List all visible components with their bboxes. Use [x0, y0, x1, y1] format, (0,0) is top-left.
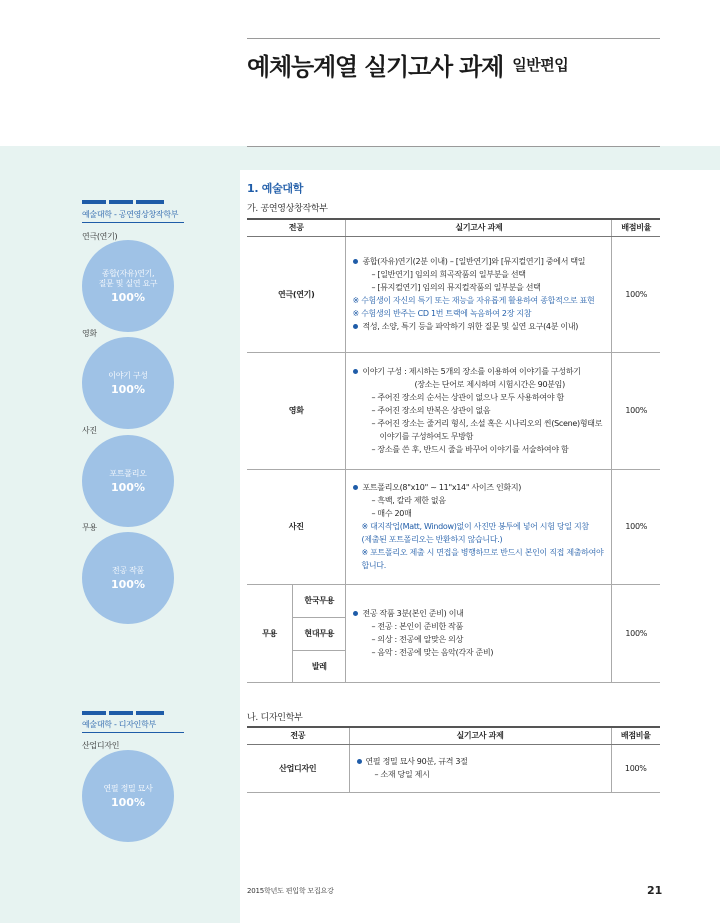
sidebar-label-dance: 무용 — [82, 523, 97, 532]
page-number: 21 — [647, 884, 663, 897]
sidebar-label-film: 영화 — [82, 329, 97, 338]
circle-percent: 100% — [111, 480, 145, 494]
task-detail-line: – 의상 : 전공에 알맞은 의상 — [371, 635, 464, 644]
sidebar-bars — [82, 711, 164, 715]
header-major: 전공 — [247, 727, 349, 744]
task-detail-line: – 주어진 장소는 줄거리 형식, 소설 혹은 시나리오의 씬(Scene)형태로 — [371, 419, 603, 429]
table-row — [247, 236, 660, 352]
task-detail-line: – 주어진 장소의 순서는 상관이 없으나 모두 사용하여야 함 — [371, 392, 564, 402]
table-row — [247, 744, 660, 792]
ratio-cell: 100% — [612, 352, 660, 469]
task-lines — [352, 255, 603, 334]
sidebar-heading-rule — [82, 222, 184, 223]
subsection-title-b: 나. 디자인학부 — [247, 713, 303, 723]
circle-photo — [82, 435, 174, 527]
task-detail-line: – 매수 20매 — [371, 508, 412, 518]
task-bullet-line: 포트폴리오(8"x10" ~ 11"x14" 사이즈 인화지) — [352, 481, 603, 494]
ratio-cell: 100% — [612, 584, 660, 682]
circle-text: 전공 작품 — [112, 565, 144, 575]
exam-table-design — [247, 726, 660, 793]
ratio-cell: 100% — [612, 469, 660, 584]
sub-major-cell: 현대무용 — [293, 617, 346, 650]
major-cell: 영화 — [247, 352, 346, 469]
table-row — [247, 584, 660, 617]
header-ratio: 배점비율 — [612, 219, 660, 236]
circle-percent: 100% — [111, 290, 145, 304]
page-title: 예체능계열 실기고사 과제 — [247, 53, 504, 81]
circle-theater — [82, 240, 174, 332]
footer-text: 2015학년도 편입학 모집요강 — [247, 887, 334, 895]
task-detail-line: (장소는 단어로 제시하며 시험시간은 90분임) — [414, 379, 565, 389]
task-detail-line: – 음악 : 전공에 맞는 음악(각자 준비) — [371, 648, 494, 658]
task-detail-line: – [뮤지컬연기] 임의의 뮤지컬작품의 일부분을 선택 — [371, 282, 541, 292]
task-cell — [346, 584, 612, 682]
subsection-title-a: 가. 공연영상창작학부 — [247, 204, 328, 214]
circle-percent: 100% — [111, 577, 145, 591]
major-cell: 산업디자인 — [247, 744, 349, 792]
sidebar-label-theater: 연극(연기) — [82, 232, 118, 241]
header-task: 실기고사 과제 — [346, 219, 612, 236]
sidebar-bars — [82, 200, 164, 204]
task-detail-line: – 소재 당일 제시 — [374, 770, 430, 779]
task-lines — [352, 481, 603, 573]
task-note-line: ※ 대지작업(Matt, Window)없이 사진만 봉투에 넣어 시험 당일 지참 — [361, 521, 589, 531]
circle-percent: 100% — [111, 382, 145, 396]
header-major: 전공 — [247, 219, 346, 236]
task-bullet-line: 연필 정밀 묘사 90분, 규격 3절 — [356, 755, 603, 768]
task-cell — [346, 352, 612, 469]
task-detail-line: – 흑백, 칼라 제한 없음 — [371, 495, 446, 505]
circle-text: 이야기 구성 — [108, 370, 148, 380]
header-task: 실기고사 과제 — [349, 727, 611, 744]
table-header-row — [247, 219, 660, 236]
sidebar-heading: 예술대학 - 디자인학부 — [82, 720, 156, 729]
header-ratio: 배점비율 — [611, 727, 660, 744]
page-header — [247, 47, 568, 82]
task-lines — [356, 755, 603, 781]
circle-industrial-design — [82, 750, 174, 842]
circle-dance — [82, 532, 174, 624]
sub-major-cell: 발레 — [293, 650, 346, 682]
task-cell — [349, 744, 611, 792]
task-detail-line: – 장소를 쓴 후, 반드시 줄을 바꾸어 이야기를 서술하여야 함 — [371, 445, 569, 455]
circle-text: 질문 및 실연 요구 — [98, 278, 158, 288]
task-lines — [352, 607, 603, 659]
circle-text: 포트폴리오 — [109, 468, 147, 478]
circle-percent: 100% — [111, 795, 145, 809]
sidebar-heading: 예술대학 - 공연영상창작학부 — [82, 210, 179, 219]
sidebar-label-photo: 사진 — [82, 426, 97, 435]
task-lines — [352, 365, 603, 457]
circle-film — [82, 337, 174, 429]
task-bullet-line: 적성, 소양, 특기 등을 파악하기 위한 질문 및 실연 요구(4분 이내) — [352, 320, 603, 333]
table-row — [247, 352, 660, 469]
task-cell — [346, 469, 612, 584]
major-cell: 사진 — [247, 469, 346, 584]
page-subtitle: 일반편입 — [512, 56, 569, 74]
table-header-row — [247, 727, 660, 744]
task-detail-line: – [일반연기] 임의의 희곡작품의 일부분을 선택 — [371, 269, 526, 279]
task-cell — [346, 236, 612, 352]
sidebar-heading-rule — [82, 732, 184, 733]
ratio-cell: 100% — [612, 236, 660, 352]
task-note-line: ※ 수험생이 자신의 특기 또는 재능을 자유롭게 활용하여 종합적으로 표현 — [352, 296, 595, 305]
major-cell: 무용 — [247, 584, 293, 682]
task-detail-line: 이야기를 구성하여도 무방함 — [379, 432, 474, 442]
task-note-line: 합니다. — [361, 561, 386, 571]
task-detail-line: – 주어진 장소의 반복은 상관이 없음 — [371, 405, 491, 415]
circle-text: 종합(자유)연기, — [101, 268, 155, 278]
circle-text: 연필 정밀 묘사 — [103, 783, 153, 793]
task-note-line: ※ 포트폴리오 제출 시 면접을 병행하므로 반드시 본인이 직접 제출하여야 — [361, 548, 604, 558]
table-row — [247, 469, 660, 584]
sub-major-cell: 한국무용 — [293, 584, 346, 617]
top-rule — [247, 38, 660, 39]
sidebar-label-industrial-design: 산업디자인 — [82, 741, 120, 750]
section-title: 1. 예술대학 — [247, 182, 304, 195]
task-detail-line: – 전공 : 본인이 준비한 작품 — [371, 621, 464, 631]
task-bullet-line: 종합(자유)연기(2분 이내) – [일반연기]와 [뮤지컬연기] 중에서 택일 — [352, 255, 603, 268]
task-bullet-line: 이야기 구성 : 제시하는 5개의 장소를 이용하여 이야기를 구성하기 — [352, 365, 603, 378]
band-rule — [247, 146, 660, 147]
ratio-cell: 100% — [611, 744, 660, 792]
task-bullet-line: 전공 작품 3분(본인 준비) 이내 — [352, 607, 603, 620]
task-note-line: ※ 수험생의 반주는 CD 1번 트랙에 녹음하여 2장 지참 — [352, 309, 532, 319]
exam-table-performing-arts — [247, 218, 660, 683]
task-note-line: (제출된 포트폴리오는 반환하지 않습니다.) — [361, 535, 503, 545]
major-cell: 연극(연기) — [247, 236, 346, 352]
